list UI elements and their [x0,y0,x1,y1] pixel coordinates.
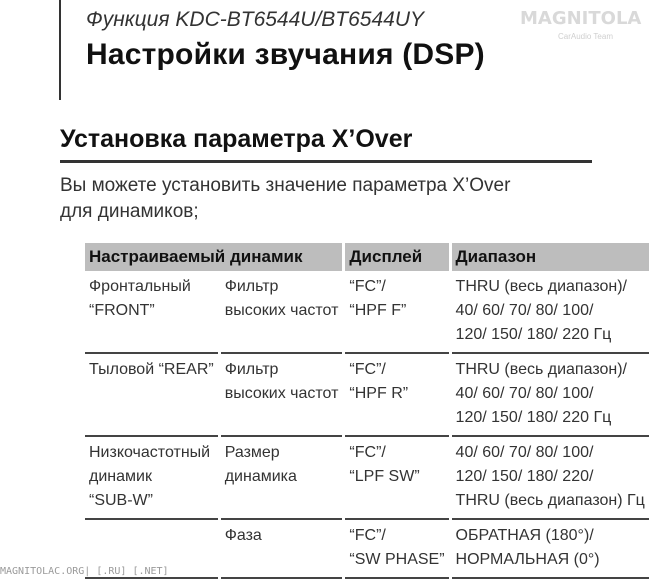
cell-line: “FC”/ [349,527,386,544]
cell-line: 40/ 60/ 70/ 80/ 100/ [455,385,594,402]
cell-line: 120/ 150/ 180/ 220 Гц [455,409,612,426]
range-cell [450,436,649,519]
display-cell [344,519,450,578]
cell-line: высоких частот [224,385,339,402]
section-divider [60,160,592,163]
cell-line: “FC”/ [349,278,386,295]
cell-line: динамика [224,468,297,485]
cell-line: Фронтальный [89,278,191,295]
cell-line: “FC”/ [349,444,386,461]
cell-line: Низкочастотный [89,444,211,461]
cell-line: THRU (весь диапазон) Гц [455,492,645,509]
cell-line: 40/ 60/ 70/ 80/ 100/ [455,302,594,319]
display-cell [344,271,450,353]
cell-line: высоких частот [224,302,339,319]
header-display: Дисплей [344,243,450,271]
xover-table [85,243,649,579]
cell-line: “LPF SW” [349,468,420,485]
cell-line: динамик [89,468,152,485]
table-row [85,353,649,436]
section-title: Установка параметра X’Over [60,125,413,153]
cell-line: Фаза [224,527,262,544]
cell-line: НОРМАЛЬНАЯ (0°) [455,551,600,568]
header-speaker: Настраиваемый динамик [85,243,344,271]
cell-line: 120/ 150/ 180/ 220/ [455,468,594,485]
cell-line: Тыловой “REAR” [89,361,214,378]
cell-line: “HPF F” [349,302,407,319]
range-cell [450,271,649,353]
cell-line: “FRONT” [89,302,155,319]
range-cell [450,519,649,578]
speaker-cell [85,271,219,353]
table-row [85,519,649,578]
intro-paragraph [60,173,600,225]
intro-line: для динамиков; [60,201,199,222]
cell-line: “SUB-W” [89,492,153,509]
cell-line: “FC”/ [349,361,386,378]
range-cell [450,353,649,436]
cell-line: “HPF R” [349,385,409,402]
cell-line: Фильтр [224,361,279,378]
watermark-logo-text: MAGNITOLA [520,8,642,29]
display-cell [344,353,450,436]
table-body [85,271,649,578]
watermark-logo-subtext: CarAudio Team [558,32,613,41]
parameter-cell [219,353,344,436]
table-row [85,436,649,519]
parameter-cell [219,271,344,353]
cell-line: Размер [224,444,280,461]
cell-line: Фильтр [224,278,279,295]
cell-line: 40/ 60/ 70/ 80/ 100/ [455,444,594,461]
display-cell [344,436,450,519]
header-left-rule [59,0,61,100]
cell-line: ОБРАТНАЯ (180°)/ [455,527,594,544]
footer-watermark: MAGNITOLAC.ORG| [.RU] [.NET] [0,566,169,577]
cell-line: THRU (весь диапазон)/ [455,278,627,295]
page-title: Настройки звучания (DSP) [86,38,485,71]
speaker-cell [85,436,219,519]
watermark-logo [520,8,642,52]
cell-line: THRU (весь диапазон)/ [455,361,627,378]
intro-line: Вы можете установить значение параметра X’Over [60,175,511,196]
page-subtitle: Функция KDC-BT6544U/BT6544UY [86,8,425,31]
speaker-cell [85,353,219,436]
parameter-cell [219,519,344,578]
header-range: Диапазон [450,243,649,271]
table-row [85,271,649,353]
cell-line: 120/ 150/ 180/ 220 Гц [455,326,612,343]
table-header-row [85,243,649,271]
parameter-cell [219,436,344,519]
cell-line: “SW PHASE” [349,551,445,568]
